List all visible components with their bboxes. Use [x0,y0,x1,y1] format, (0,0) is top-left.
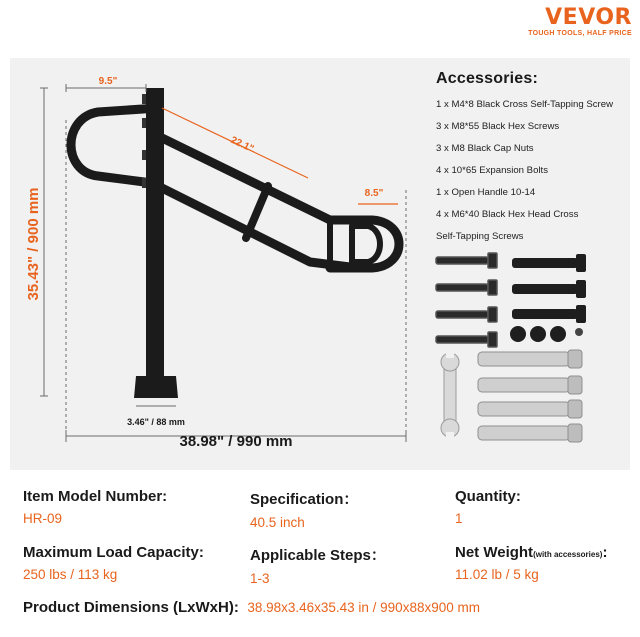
expansion-bolts [478,350,582,442]
brand-tagline: TOUGH TOOLS, HALF PRICE [528,30,632,37]
spec-weight-value: 11.02 lb / 5 kg [455,567,539,582]
spec-steps [250,544,386,586]
handrail-post [146,88,164,384]
spec-steps-label: Applicable Steps： [250,547,386,564]
spec-weight-label [455,544,607,561]
spec-weight-label-suffix: : [602,544,608,561]
handrail-base [134,376,178,398]
spec-load-label: Maximum Load Capacity: [23,544,204,561]
spec-weight-label-text: Net Weight [455,544,534,561]
hex-bolts [512,254,586,323]
spec-specification-label: Specification： [250,491,359,508]
spec-product-dims [23,599,480,617]
open-wrench [441,350,459,440]
accessories-title: Accessories: [436,70,539,87]
accessory-item: 1 x Open Handle 10-14 [436,187,536,198]
spec-quantity-label: Quantity: [455,488,521,505]
spec-load [23,544,204,582]
overall-length-label: 38.98" / 990 mm [179,433,293,450]
spec-model-value: HR-09 [23,511,63,526]
handrail-frame [71,108,399,268]
self-tapping-screws [436,253,497,347]
spec-specification-value: 40.5 inch [250,515,305,530]
accessory-item: 4 x 10*65 Expansion Bolts [436,165,549,176]
spec-product-dims-label: Product Dimensions (LxWxH): [23,599,239,616]
diagonal-label: 22.1" [228,134,256,155]
accessory-item: Self-Tapping Screws [436,231,524,242]
top-width-label: 9.5" [98,76,118,87]
spec-model [23,488,167,526]
spec-steps-value: 1-3 [250,571,270,586]
height-label: 35.43" / 900 mm [25,187,42,301]
spec-model-label: Item Model Number: [23,488,168,505]
cap-nuts [510,326,583,342]
spec-specification [250,488,358,530]
lower-width-label: 8.5" [364,188,384,199]
hardware-illustration [436,253,586,442]
spec-weight [455,544,607,582]
spec-load-value: 250 lbs / 113 kg [23,567,118,582]
base-label: 3.46" / 88 mm [127,417,185,427]
spec-weight-note: (with accessories) [533,550,603,559]
accessories-panel [436,70,636,248]
accessory-item: 4 x M6*40 Black Hex Head Cross [436,209,579,220]
spec-quantity [455,488,521,526]
accessory-item: 1 x M4*8 Black Cross Self-Tapping Screw [436,99,614,110]
spec-product-dims-value: 38.98x3.46x35.43 in / 990x88x900 mm [247,600,480,615]
accessory-item: 3 x M8 Black Cap Nuts [436,143,534,154]
brand-name: VEVOR [545,5,632,30]
accessory-item: 3 x M8*55 Black Hex Screws [436,121,560,132]
spec-quantity-value: 1 [455,511,463,526]
